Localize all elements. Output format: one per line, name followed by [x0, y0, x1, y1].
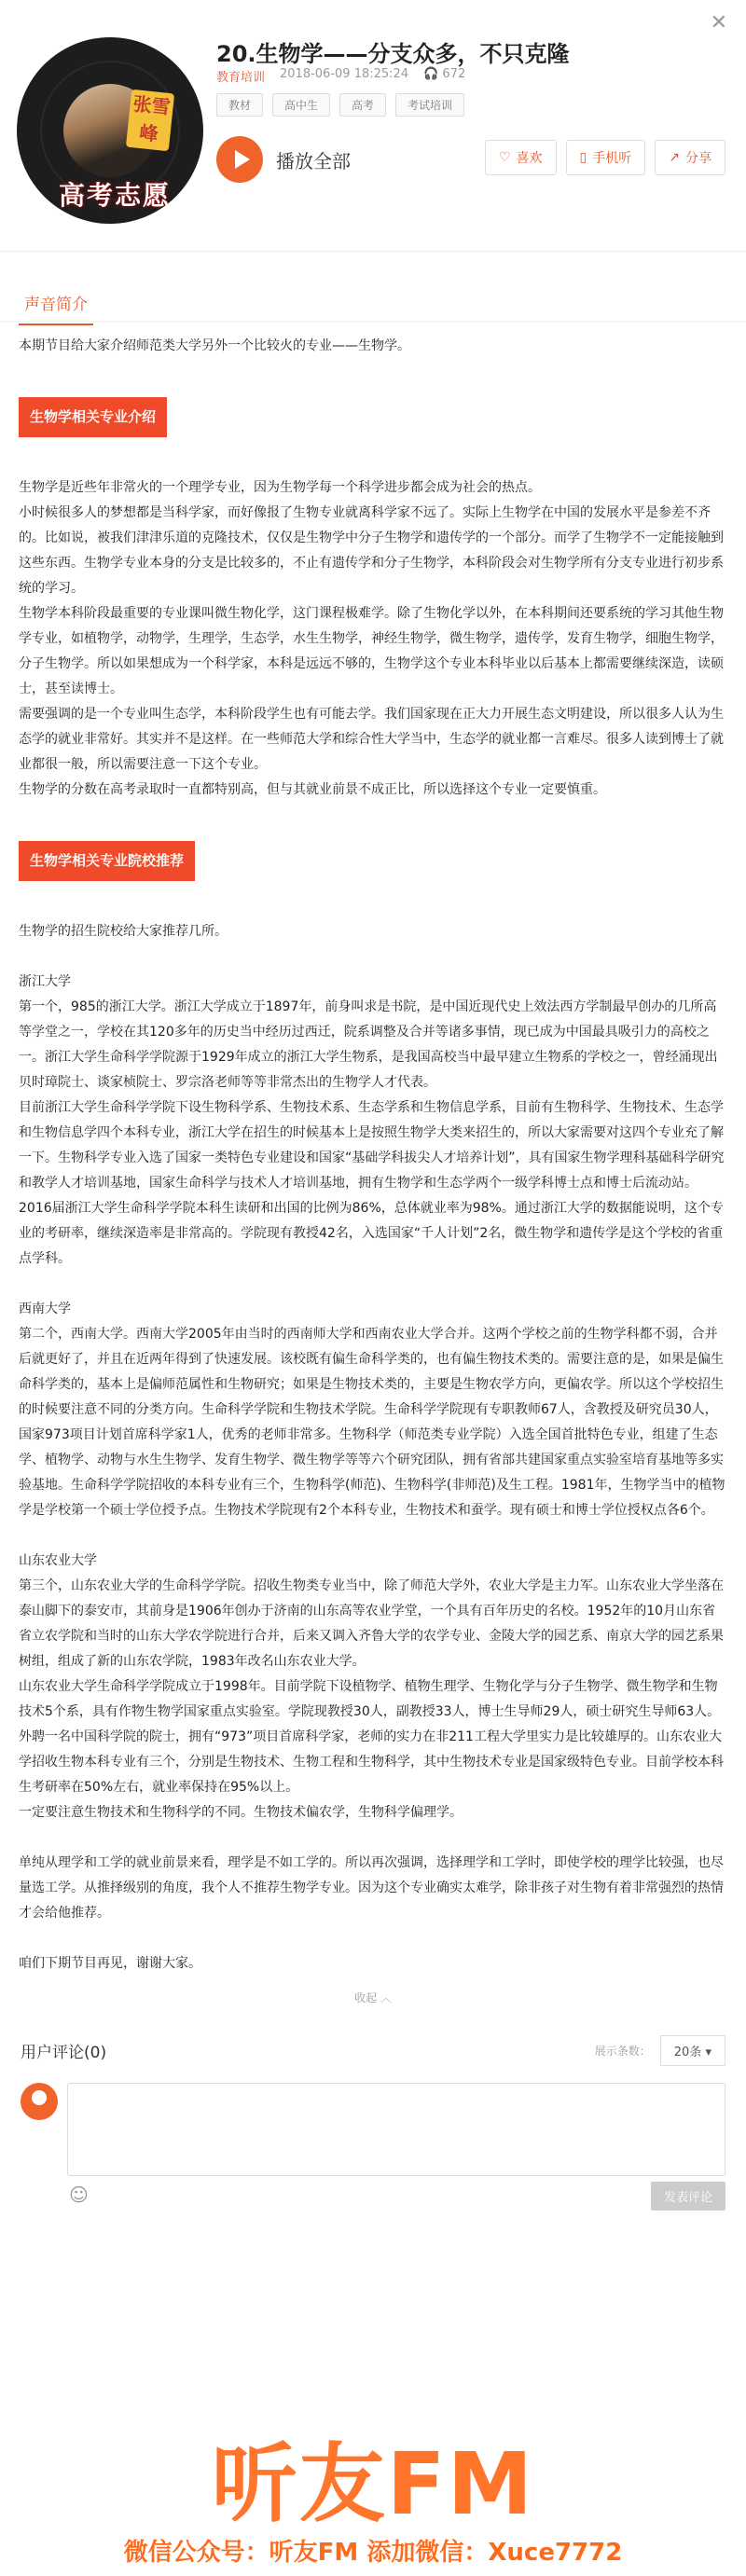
paragraph: 第二个，西南大学。西南大学2005年由当时的西南师大学和西南农业大学合并。这两个学校之前的生物学科都不弱，合并后就更好了，并且在近两年得到了快速发展。该校既有偏生命科学类的，也有偏生物技术类的。需要注意的是，如果是偏生命科学类的，基本上是偏师范属性和生物研究；如果是生物技术类的，主要是生物农学方向，更偏农学。所以这个学校招生的时候要注意不同的分类方向。生命科学学院和生物技术学院。生命科学学院现有专职教师67人，含教授及研究员30人，国家973项目计划首席科学家1人，优秀的老师非常多。生物科学（师范类专业学院）入选全国首批特色专业，组建了生态学、植物学、动物与水生生物学、发育生物学、微生物学等等六个研究团队，拥有省部共建国家重点实验室培育基地等多实验基地。生命科学学院招收的本科专业有三个，生物科学(师范)、生物科学(非师范)及生工程。1981年，生物学当中的植物学是学校第一个硕士学位授予点。生物技术学院现有2个本科专业，生物技术和蚕学。现有硕士和博士学位授权点各6个。 [19, 1327, 725, 1518]
tag-item[interactable]: 高考 [339, 93, 386, 117]
cover-caption: 高考志愿 [58, 180, 171, 211]
album-header [0, 0, 746, 252]
album-cover [17, 37, 203, 224]
category-link[interactable]: 教育培训 [216, 71, 266, 85]
school-name: 西南大学 [19, 1302, 71, 1316]
watermark-logo: 听友FM [211, 2434, 535, 2534]
emoji-icon[interactable]: ☺ [69, 2183, 89, 2206]
tag-item[interactable]: 考试培训 [395, 93, 464, 117]
paragraph: 需要强调的是一个专业叫生态学，本科阶段学生也有可能去学。我们国家现在正大力开展生态文明建设，所以很多人认为生态学的就业非常好。其实并不是这样。在一些师范大学和综合性大学当中，生态学的就业都一言难尽。很多人读到博士了就业都很一般，所以需要注意一下这个专业。 [19, 707, 724, 772]
action-bar [485, 140, 725, 175]
paragraph: 单纯从理学和工学的就业前景来看，理学是不如工学的。所以再次强调，选择理学和工学时，即使学校的理学比较强，也尽量选工学。从推择级别的角度，我个人不推荐生物学专业。因为这个专业确实太难学，除非孩子对生物有着非常强烈的热情才会给他推荐。 [19, 1855, 724, 1921]
share-button[interactable] [655, 140, 725, 175]
tab-intro[interactable]: 声音简介 [19, 285, 93, 325]
section-badge-schools: 生物学相关专业院校推荐 [19, 841, 195, 881]
phone-listen-button[interactable] [566, 140, 646, 175]
phone-icon: ▯ [579, 150, 587, 165]
per-page-select[interactable] [660, 2035, 725, 2066]
paragraph: 生物学的分数在高考录取时一直都特别高，但与其就业前景不成正比，所以选择这个专业一定要慎重。 [19, 782, 606, 797]
paragraph: 第三个，山东农业大学的生命科学学院。招收生物类专业当中，除了师范大学外，农业大学是主力军。山东农业大学坐落在泰山脚下的泰安市，其前身是1906年创办于济南的山东高等农业学堂，一个具有百年历史的名校。1952年的10月山东省省立农学院和当时的山东大学农学院进行合并，后来又调入齐鲁大学的农学专业、金陵大学的园艺系、南京大学的园艺系果树组，组成了新的山东农学院，1983年改名山东农业大学。 [19, 1578, 724, 1669]
collapse-toggle[interactable]: 收起 ︿ [354, 1991, 392, 2004]
paragraph: 小时候很多人的梦想都是当科学家，而好像报了生物专业就离科学家不远了。实际上生物学在中国的发展水平是参差不齐的。比如说，被我们津津乐道的克隆技术，仅仅是生物学中分子生物学和遗传学的一个部分。而学了生物学不一定能接触到这些东西。生物学专业本身的分支是比较多的，不止有遗传学和分子生物学，本科阶段会对生物学所有分支专业进行初步系统的学习。 [19, 505, 724, 596]
paragraph: 生物学本科阶段最重要的专业课叫微生物化学，这门课程极难学。除了生物化学以外，在本科期间还要系统的学习其他生物学专业，如植物学，动物学，生理学，生态学，水生生物学，神经生物学，微生物学，遗传学，发育生物学，细胞生物学，分子生物学。所以如果想成为一个科学家，本科是远远不够的，生物学这个专业本科毕业以后基本上都需要继续深造，读硕士，甚至读博士。 [19, 606, 724, 696]
chevron-down-icon: ▾ [705, 2046, 711, 2059]
per-page-label: 展示条数： [594, 2045, 651, 2058]
like-label: 喜欢 [516, 151, 543, 166]
intro-content [0, 334, 746, 2011]
paragraph: 山东农业大学生命科学学院成立于1998年。目前学院下设植物学、植物生理学、生物化学与分子生物学、微生物学和生物技术5个系，具有作物生物学国家重点实验室。学院现教授30人，副教授33人，博士生导师29人，硕士研究生导师63人。外聘一名中国科学院的院士，拥有“973”项目首席科学家，老师的实力在非211工程大学里实力是比较雄厚的。山东农业大学招收生物本科专业有三个，分别是生物技术、生物工程和生物科学，其中生物技术专业是国家级特色专业。目前学校本科生考研率在50%左右，就业率保持在95%以上。 [19, 1679, 724, 1795]
comments-title: 用户评论(0) [21, 2044, 107, 2062]
comments-header [0, 2035, 746, 2066]
comment-composer [21, 2083, 725, 2209]
intro-tab-bar [0, 285, 746, 323]
cover-sticker: 张雪峰 [126, 90, 174, 151]
paragraph: 第一个，985的浙江大学。浙江大学成立于1897年，前身叫求是书院，是中国近现代史上效法西方学制最早创办的几所高等学堂之一，学校在其120多年的历史当中经历过西迁，院系调整及合并等诸多事情，现已成为中国最具吸引力的高校之一。浙江大学生命科学学院源于1929年成立的浙江大学生物系，是我国高校当中最早建立生物系的学校之一，曾经涌现出贝时璋院士、谈家桢院士、罗宗洛老师等等非常杰出的生物学人才代表。 [19, 999, 718, 1090]
like-button[interactable] [485, 140, 557, 175]
headphone-icon: 🎧 [423, 67, 439, 81]
paragraph: 一定要注意生物技术和生物科学的不同。生物技术偏农学，生物科学偏理学。 [19, 1805, 463, 1820]
per-page-value: 20条 [673, 2046, 702, 2059]
play-all-label[interactable]: 播放全部 [276, 149, 351, 172]
track-meta [216, 67, 465, 85]
submit-comment-button[interactable]: 发表评论 [651, 2182, 725, 2211]
phone-label: 手机听 [592, 151, 632, 166]
tag-list [216, 93, 464, 117]
per-page-control [595, 2035, 725, 2066]
page-title: 20.生物学——分支众多，不只克隆 [216, 41, 570, 67]
school-name: 浙江大学 [19, 974, 71, 989]
share-icon: ↗ [669, 150, 680, 165]
heart-icon: ♡ [498, 150, 511, 165]
paragraph: 咱们下期节目再见，谢谢大家。 [19, 1956, 201, 1971]
close-icon[interactable]: ✕ [710, 11, 727, 34]
section-badge-major: 生物学相关专业介绍 [19, 397, 167, 437]
play-all[interactable] [216, 136, 351, 183]
tag-item[interactable]: 教材 [216, 93, 263, 117]
paragraph: 生物学的招生院校给大家推荐几所。 [19, 924, 228, 939]
comment-input[interactable] [67, 2083, 725, 2176]
watermark-subtitle: 微信公众号：听友FM 添加微信：Xuce7772 [123, 2539, 623, 2567]
paragraph: 目前浙江大学生命科学学院下设生物科学系、生物技术系、生态学系和生物信息学系，目前有生物科学、生物技术、生态学和生物信息学四个本科专业，浙江大学在招生的时候基本上是按照生物学大类来招生的，所以大家需要对这四个专业充了解一下。生物科学专业入选了国家一类特色专业建设和国家“基础学科拔尖人才培养计划”，具有国家生物学理科基础科学研究和教学人才培训基地，国家生命科学与技术人才培训基地，拥有生物学和生态学两个一级学科博士点和博士后流动站。2016届浙江大学生命科学学院本科生读研和出国的比例为86%，总体就业率为98%。通过浙江大学的数据能说明，这个专业的考研率，继续深造率是非常高的。学院现有教授42名，入选国家“千人计划”2名，微生物学和遗传学是这个学校的省重点学科。 [19, 1100, 725, 1266]
tag-item[interactable]: 高中生 [272, 93, 330, 117]
play-icon[interactable] [216, 136, 263, 183]
paragraph: 生物学是近些年非常火的一个理学专业，因为生物学每一个科学进步都会成为社会的热点。 [19, 480, 541, 495]
school-name: 山东农业大学 [19, 1553, 97, 1568]
intro-text: 本期节目给大家介绍师范类大学另外一个比较火的专业——生物学。 [19, 338, 410, 353]
watermark [0, 2434, 746, 2568]
avatar [21, 2083, 58, 2120]
play-count [423, 67, 465, 85]
play-count-value: 672 [442, 67, 466, 81]
publish-date: 2018-06-09 18:25:24 [280, 67, 409, 81]
share-label: 分享 [685, 151, 711, 166]
